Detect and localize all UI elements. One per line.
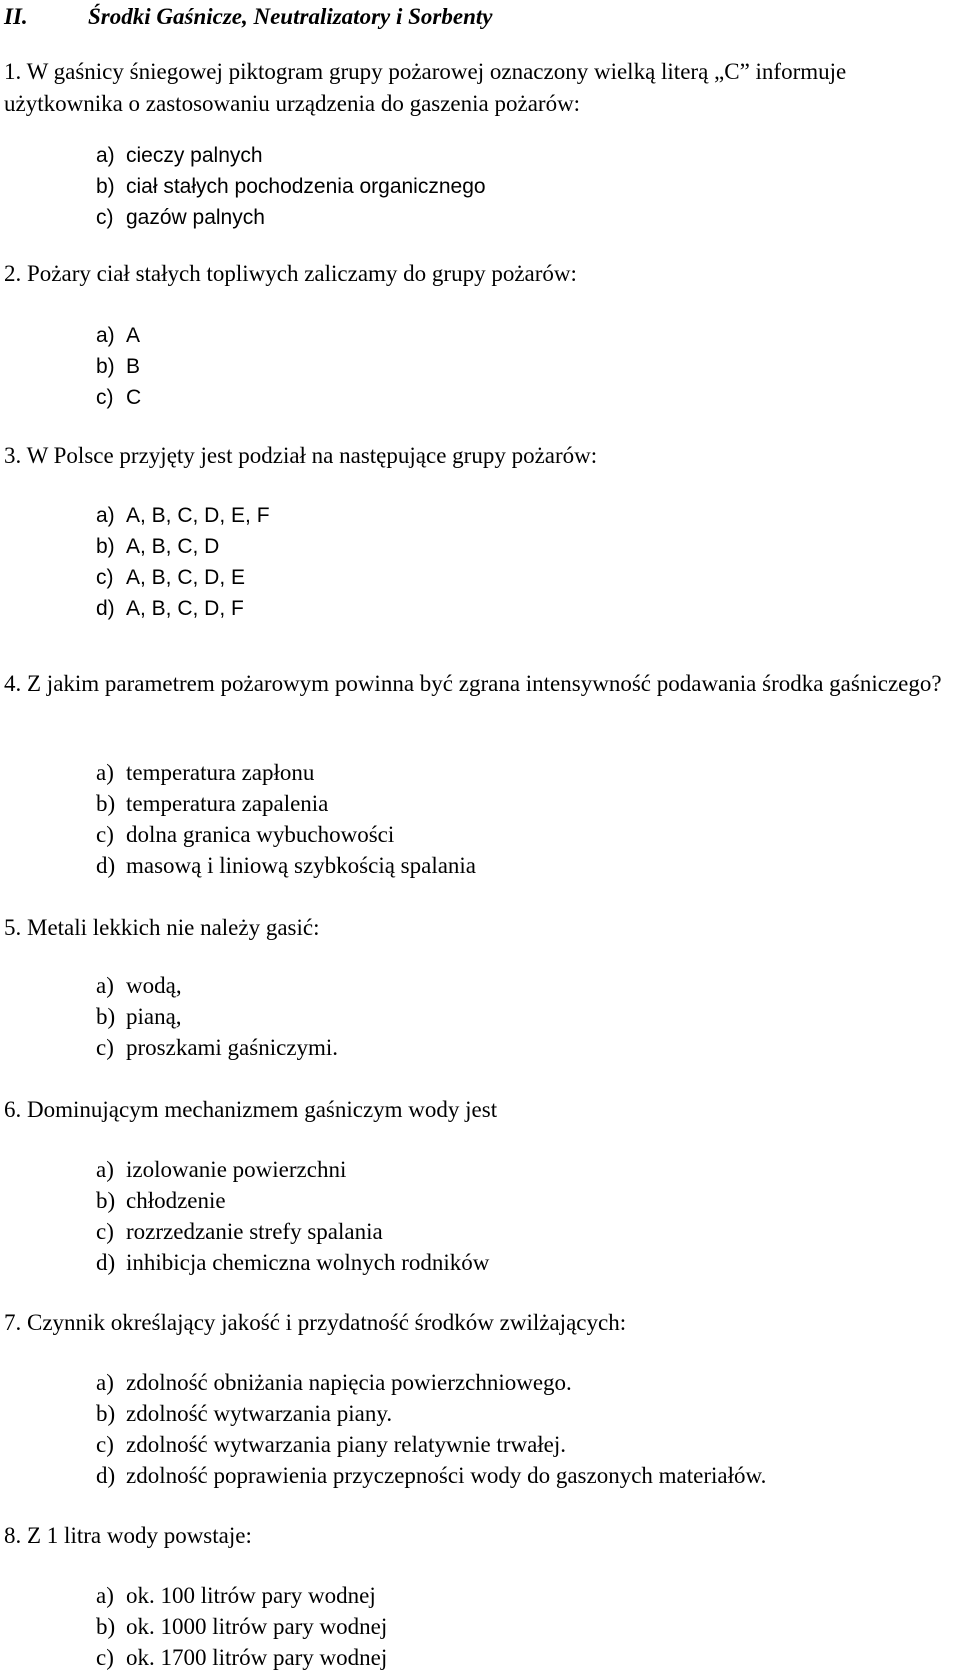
question-text: Dominującym mechanizmem gaśniczym wody jest: [27, 1097, 498, 1122]
option-item: [96, 562, 270, 593]
option-text: C: [126, 386, 142, 409]
option-text: A: [126, 324, 141, 347]
option-letter: b): [96, 175, 115, 198]
question-number: 5.: [4, 915, 22, 940]
option-item: [96, 819, 476, 850]
option-item: [96, 1398, 766, 1429]
option-text: A, B, C, D, E, F: [126, 504, 270, 527]
option-text: A, B, C, D: [126, 535, 220, 558]
option-letter: d): [96, 1250, 116, 1275]
option-letter: c): [96, 206, 114, 229]
option-item: [96, 1216, 489, 1247]
options-7: [96, 1367, 766, 1491]
question-text: Z jakim parametrem pożarowym powinna być zgrana intensywność podawania środka gaśniczego?: [27, 671, 942, 696]
option-letter: a): [96, 1157, 114, 1182]
option-item: [96, 1611, 387, 1642]
options-3: [96, 500, 270, 624]
option-letter: a): [96, 760, 114, 785]
options-5: [96, 970, 338, 1063]
question-number: 2.: [4, 261, 22, 286]
option-letter: a): [96, 1583, 114, 1608]
option-text: A, B, C, D, E: [126, 566, 246, 589]
option-item: [96, 1367, 766, 1398]
option-text: gazów palnych: [126, 206, 265, 229]
option-text: cieczy palnych: [126, 144, 263, 167]
options-2: [96, 320, 141, 413]
option-text: B: [126, 355, 141, 378]
options-1: [96, 140, 486, 233]
option-item: [96, 320, 141, 351]
option-letter: b): [96, 791, 116, 816]
option-text: zdolność obniżania napięcia powierzchniowego.: [126, 1370, 572, 1395]
option-item: [96, 171, 486, 202]
option-text: pianą,: [126, 1004, 182, 1029]
option-letter: c): [96, 1219, 114, 1244]
option-letter: b): [96, 535, 115, 558]
option-text: ok. 1700 litrów pary wodnej: [126, 1645, 388, 1670]
option-text: izolowanie powierzchni: [126, 1157, 347, 1182]
option-text: dolna granica wybuchowości: [126, 822, 395, 847]
option-text: chłodzenie: [126, 1188, 226, 1213]
option-item: [96, 1185, 489, 1216]
option-letter: a): [96, 973, 114, 998]
option-letter: b): [96, 1401, 116, 1426]
option-item: [96, 202, 486, 233]
option-item: [96, 850, 476, 881]
option-text: ciał stałych pochodzenia organicznego: [126, 175, 486, 198]
option-item: [96, 382, 141, 413]
question-3: [4, 440, 954, 472]
section-number: II.: [4, 4, 28, 29]
question-number: 7.: [4, 1310, 22, 1335]
question-number: 6.: [4, 1097, 22, 1122]
option-letter: b): [96, 1614, 116, 1639]
option-text: A, B, C, D, F: [126, 597, 244, 620]
option-text: zdolność wytwarzania piany relatywnie trwałej.: [126, 1432, 567, 1457]
question-1: [4, 56, 954, 120]
option-text: proszkami gaśniczymi.: [126, 1035, 339, 1060]
option-item: [96, 500, 270, 531]
options-8: [96, 1580, 387, 1673]
option-text: wodą,: [126, 973, 182, 998]
option-text: masową i liniową szybkością spalania: [126, 853, 477, 878]
option-letter: a): [96, 144, 115, 167]
option-item: [96, 1247, 489, 1278]
section-title: Środki Gaśnicze, Neutralizatory i Sorbenty: [88, 4, 493, 29]
question-4: [4, 668, 954, 700]
option-item: [96, 1154, 489, 1185]
option-item: [96, 351, 141, 382]
option-item: [96, 531, 270, 562]
option-text: ok. 100 litrów pary wodnej: [126, 1583, 376, 1608]
option-letter: d): [96, 1463, 116, 1488]
option-item: [96, 1001, 338, 1032]
question-2: [4, 258, 954, 290]
option-text: temperatura zapalenia: [126, 791, 329, 816]
question-7: [4, 1307, 954, 1339]
option-item: [96, 593, 270, 624]
section-heading: [4, 4, 492, 30]
option-item: [96, 788, 476, 819]
question-number: 1.: [4, 59, 22, 84]
question-number: 4.: [4, 671, 22, 696]
question-number: 3.: [4, 443, 22, 468]
question-text: W gaśnicy śniegowej piktogram grupy pożarowej oznaczony wielką literą „C” informuje użytkownika o zastosowaniu urządzenia do gaszenia pożarów:: [4, 59, 847, 116]
option-item: [96, 757, 476, 788]
options-6: [96, 1154, 489, 1278]
question-6: [4, 1094, 954, 1126]
options-4: [96, 757, 476, 881]
option-letter: c): [96, 386, 114, 409]
option-letter: c): [96, 566, 114, 589]
option-letter: b): [96, 1004, 116, 1029]
option-item: [96, 1460, 766, 1491]
option-text: inhibicja chemiczna wolnych rodników: [126, 1250, 490, 1275]
option-text: temperatura zapłonu: [126, 760, 315, 785]
option-item: [96, 1580, 387, 1611]
option-letter: b): [96, 355, 115, 378]
option-text: rozrzedzanie strefy spalania: [126, 1219, 383, 1244]
option-item: [96, 140, 486, 171]
option-letter: c): [96, 1035, 114, 1060]
question-8: [4, 1520, 954, 1552]
option-letter: c): [96, 822, 114, 847]
option-text: zdolność poprawienia przyczepności wody do gaszonych materiałów.: [126, 1463, 767, 1488]
option-item: [96, 1032, 338, 1063]
option-letter: a): [96, 1370, 114, 1395]
option-item: [96, 1642, 387, 1673]
option-item: [96, 970, 338, 1001]
option-letter: c): [96, 1645, 114, 1670]
question-number: 8.: [4, 1523, 22, 1548]
option-text: ok. 1000 litrów pary wodnej: [126, 1614, 388, 1639]
option-letter: a): [96, 504, 115, 527]
option-letter: c): [96, 1432, 114, 1457]
question-text: W Polsce przyjęty jest podział na następujące grupy pożarów:: [26, 443, 598, 468]
option-item: [96, 1429, 766, 1460]
option-letter: b): [96, 1188, 116, 1213]
option-letter: d): [96, 853, 116, 878]
question-text: Z 1 litra wody powstaje:: [27, 1523, 252, 1548]
question-text: Pożary ciał stałych topliwych zaliczamy do grupy pożarów:: [27, 261, 577, 286]
option-text: zdolność wytwarzania piany.: [126, 1401, 393, 1426]
question-text: Czynnik określający jakość i przydatność środków zwilżających:: [27, 1310, 627, 1335]
option-letter: a): [96, 324, 115, 347]
question-5: [4, 912, 954, 944]
option-letter: d): [96, 597, 115, 620]
question-text: Metali lekkich nie należy gasić:: [27, 915, 320, 940]
